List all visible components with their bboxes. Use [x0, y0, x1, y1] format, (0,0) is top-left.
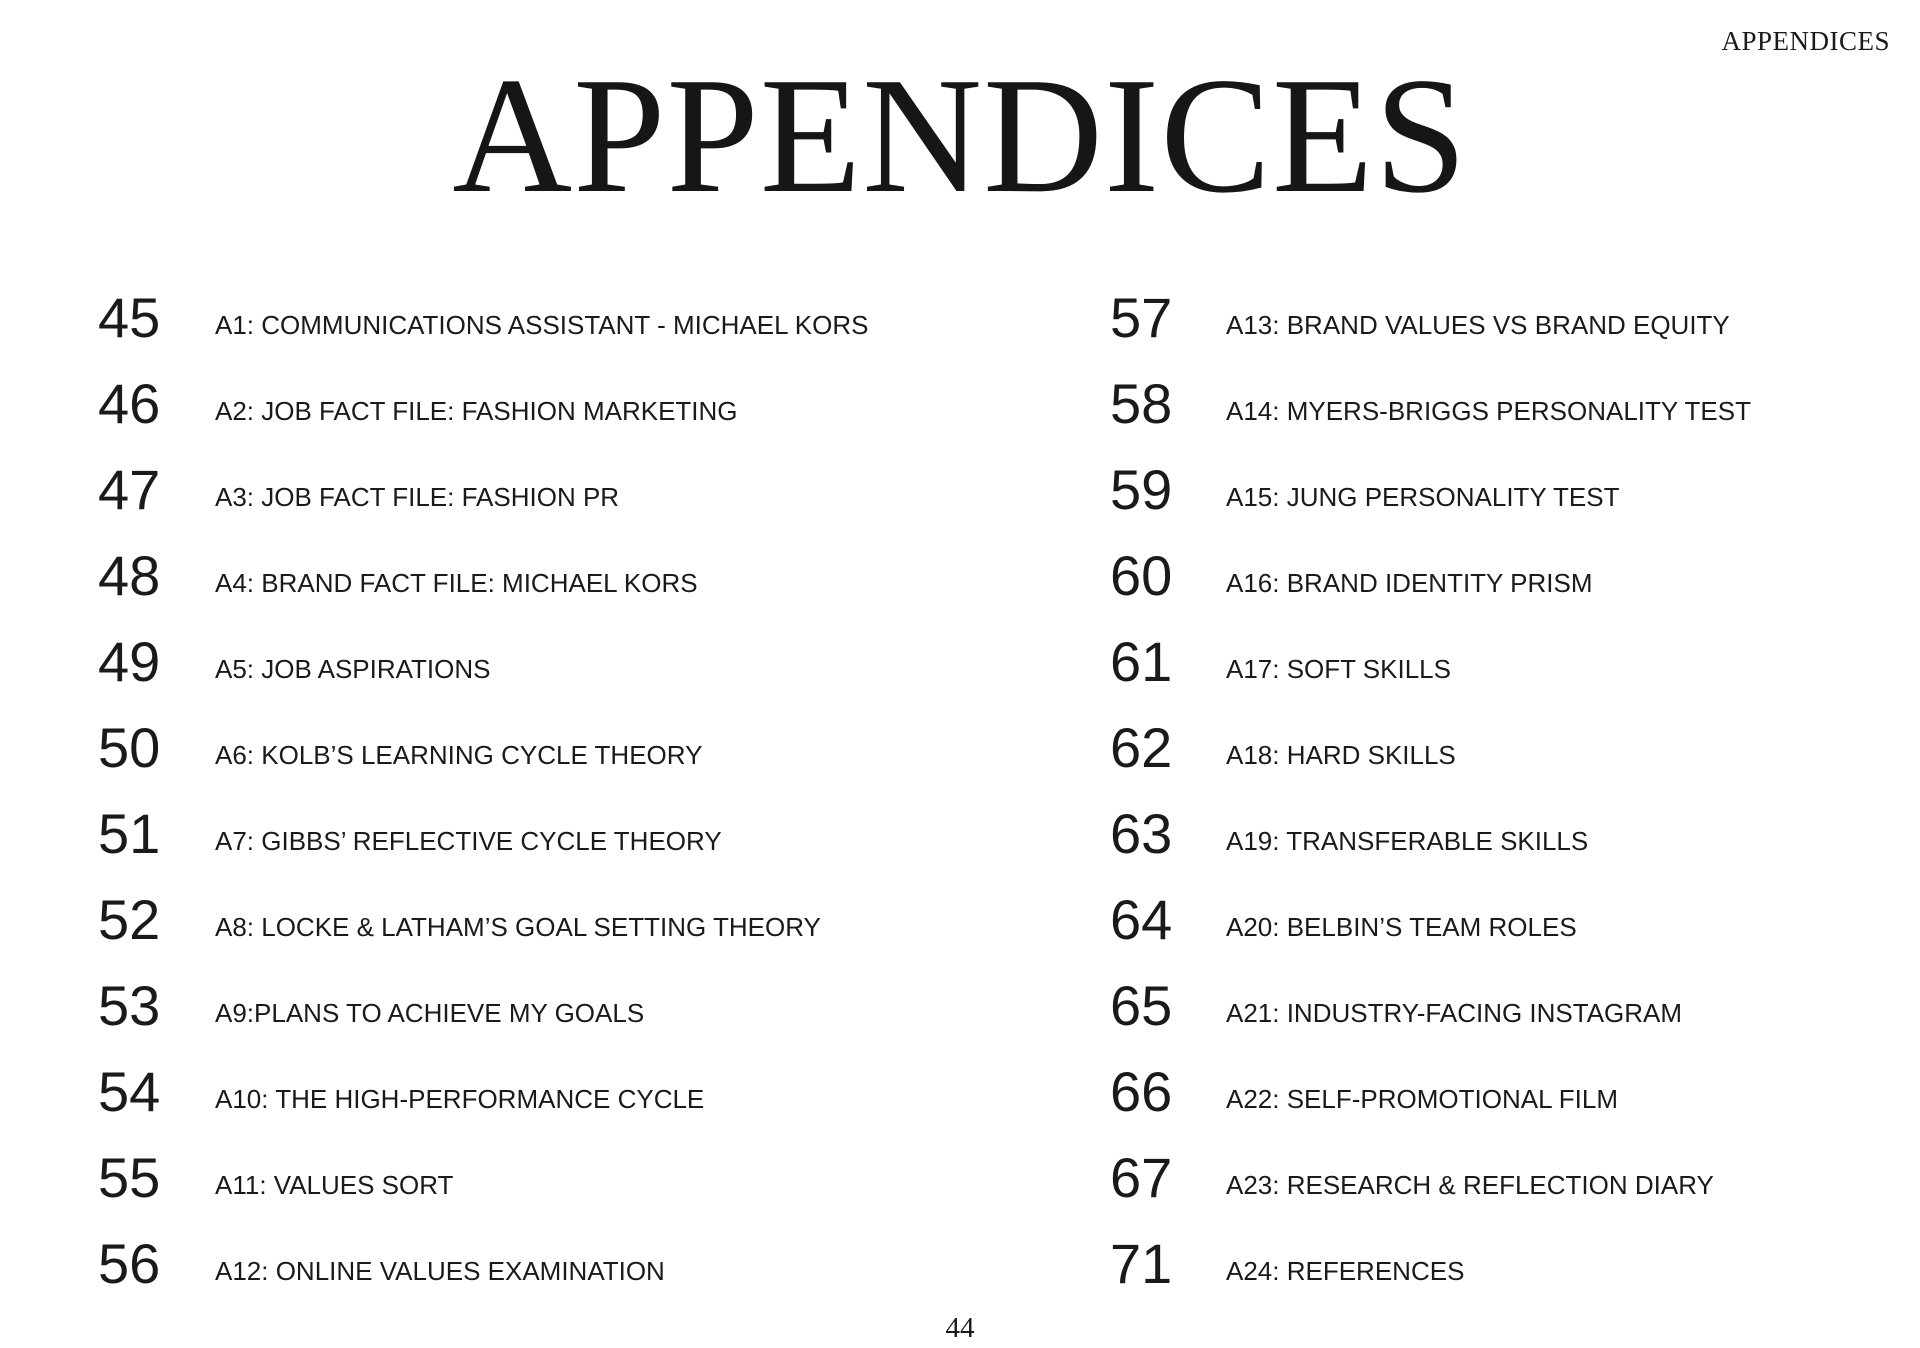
toc-entry — [0, 976, 900, 1036]
toc-page-number: 66 — [1110, 1060, 1173, 1123]
toc-entry-title: A6: KOLB’S LEARNING CYCLE THEORY — [215, 740, 703, 770]
toc-entry-title: A11: VALUES SORT — [215, 1170, 454, 1200]
toc-page-number: 57 — [1110, 286, 1173, 349]
toc-entry — [1010, 632, 1910, 692]
toc-entry-title: A12: ONLINE VALUES EXAMINATION — [215, 1256, 665, 1286]
toc-entry-title: A19: TRANSFERABLE SKILLS — [1226, 826, 1589, 856]
toc-entry — [0, 288, 900, 348]
toc-entry — [0, 632, 900, 692]
toc-page-number: 67 — [1110, 1146, 1173, 1209]
toc-entry-title: A14: MYERS-BRIGGS PERSONALITY TEST — [1226, 396, 1751, 426]
toc-entry — [1010, 1062, 1910, 1122]
toc-column-right — [1010, 0, 1910, 1348]
toc-entry — [0, 890, 900, 950]
toc-entry — [1010, 546, 1910, 606]
toc-entry-title: A1: COMMUNICATIONS ASSISTANT - MICHAEL KORS — [215, 310, 869, 340]
toc-entry-title: A2: JOB FACT FILE: FASHION MARKETING — [215, 396, 738, 426]
toc-page-number: 63 — [1110, 802, 1173, 865]
toc-entry — [0, 718, 900, 778]
toc-entry-title: A8: LOCKE & LATHAM’S GOAL SETTING THEORY — [215, 912, 821, 942]
toc-page-number: 56 — [98, 1232, 161, 1295]
toc-entry-title: A10: THE HIGH-PERFORMANCE CYCLE — [215, 1084, 705, 1114]
toc-entry — [0, 546, 900, 606]
toc-page-number: 48 — [98, 544, 161, 607]
toc-page-number: 49 — [98, 630, 161, 693]
toc-entry-title: A7: GIBBS’ REFLECTIVE CYCLE THEORY — [215, 826, 722, 856]
toc-entry — [0, 460, 900, 520]
toc-page-number: 60 — [1110, 544, 1173, 607]
toc-entry — [1010, 890, 1910, 950]
toc-entry-title: A3: JOB FACT FILE: FASHION PR — [215, 482, 620, 512]
toc-entry — [1010, 1148, 1910, 1208]
toc-page-number: 71 — [1110, 1232, 1173, 1295]
toc-entry-title: A13: BRAND VALUES VS BRAND EQUITY — [1226, 310, 1730, 340]
toc-entry — [1010, 460, 1910, 520]
toc-page-number: 50 — [98, 716, 161, 779]
toc-page-number: 45 — [98, 286, 161, 349]
toc-page-number: 47 — [98, 458, 161, 521]
page-number: 44 — [945, 1312, 975, 1344]
toc-page-number: 53 — [98, 974, 161, 1037]
toc-page-number: 52 — [98, 888, 161, 951]
toc-entry — [0, 1148, 900, 1208]
toc-column-left — [0, 0, 900, 1348]
running-head: APPENDICES — [1721, 26, 1890, 56]
toc-entry — [0, 1062, 900, 1122]
toc-page-number: 62 — [1110, 716, 1173, 779]
toc-page-number: 58 — [1110, 372, 1173, 435]
toc-entry-title: A16: BRAND IDENTITY PRISM — [1226, 568, 1593, 598]
toc-entry-title: A5: JOB ASPIRATIONS — [215, 654, 491, 684]
toc-entry-title: A15: JUNG PERSONALITY TEST — [1226, 482, 1620, 512]
toc-entry — [0, 1234, 900, 1294]
toc-entry — [0, 804, 900, 864]
toc-entry-title: A22: SELF-PROMOTIONAL FILM — [1226, 1084, 1619, 1114]
toc-page-number: 64 — [1110, 888, 1173, 951]
toc-entry — [1010, 1234, 1910, 1294]
toc-entry-title: A4: BRAND FACT FILE: MICHAEL KORS — [215, 568, 698, 598]
toc-entry-title: A24: REFERENCES — [1226, 1256, 1465, 1286]
toc-page-number: 55 — [98, 1146, 161, 1209]
toc-entry-title: A18: HARD SKILLS — [1226, 740, 1456, 770]
toc-page-number: 46 — [98, 372, 161, 435]
toc-entry — [1010, 718, 1910, 778]
toc-entry-title: A23: RESEARCH & REFLECTION DIARY — [1226, 1170, 1714, 1200]
toc-page-number: 65 — [1110, 974, 1173, 1037]
toc-entry — [1010, 804, 1910, 864]
page-title: APPENDICES — [452, 43, 1468, 227]
toc-page-number: 51 — [98, 802, 161, 865]
toc-entry — [0, 374, 900, 434]
toc-page-number: 59 — [1110, 458, 1173, 521]
toc-entry-title: A20: BELBIN’S TEAM ROLES — [1226, 912, 1577, 942]
toc-entry — [1010, 976, 1910, 1036]
toc-page-number: 54 — [98, 1060, 161, 1123]
toc-entry — [1010, 288, 1910, 348]
toc-entry-title: A9:PLANS TO ACHIEVE MY GOALS — [215, 998, 645, 1028]
toc-page-number: 61 — [1110, 630, 1173, 693]
toc-entry-title: A21: INDUSTRY-FACING INSTAGRAM — [1226, 998, 1683, 1028]
toc-entry — [1010, 374, 1910, 434]
toc-entry-title: A17: SOFT SKILLS — [1226, 654, 1451, 684]
